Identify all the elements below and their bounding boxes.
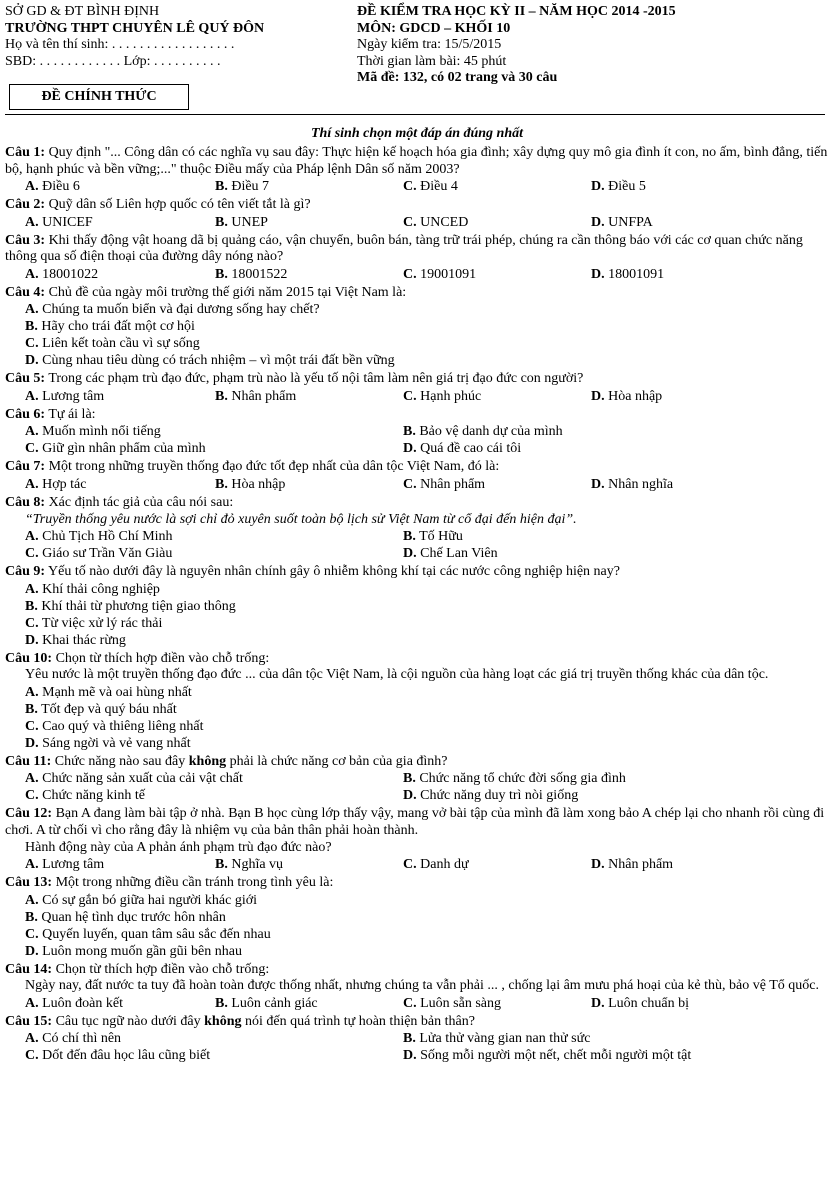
answer-option-c[interactable] <box>5 615 829 632</box>
option-text: Luôn đoàn kết <box>42 995 123 1011</box>
question-8 <box>5 495 829 563</box>
options-row <box>5 266 829 283</box>
answer-option-b[interactable] <box>215 178 403 195</box>
option-letter: C. <box>25 1048 39 1063</box>
question-number: Câu 2: <box>5 197 46 212</box>
question-number: Câu 14: <box>5 961 53 977</box>
question-6 <box>5 407 829 458</box>
answer-option-b[interactable] <box>403 423 801 440</box>
option-text: Chế Lan Viên <box>420 546 498 561</box>
option-text: UNFPA <box>608 214 653 230</box>
question-stem: Chọn từ thích hợp điền vào chỗ trống: <box>55 961 270 977</box>
option-letter: A. <box>25 214 39 230</box>
question-text <box>5 806 829 839</box>
option-text: Bảo vệ danh dự của mình <box>419 424 563 439</box>
option-letter: A. <box>25 179 39 194</box>
answer-option-b[interactable] <box>5 318 829 335</box>
question-stem: Một trong những điều cần tránh trong tình yêu là: <box>55 875 334 890</box>
question-7 <box>5 459 829 493</box>
option-letter: C. <box>25 615 39 631</box>
option-letter: D. <box>25 632 39 648</box>
option-letter: D. <box>25 943 39 959</box>
option-text: Nhân phẩm <box>608 857 674 872</box>
option-letter: A. <box>25 302 39 317</box>
options-row <box>5 178 829 195</box>
option-letter: C. <box>25 546 39 561</box>
option-text: Luôn mong muốn gần gũi bên nhau <box>42 943 242 959</box>
option-letter: B. <box>215 179 228 194</box>
option-text: Luôn sẵn sàng <box>420 995 502 1011</box>
question-number: Câu 6: <box>5 406 46 422</box>
options-row <box>5 528 829 545</box>
options-row <box>5 856 829 873</box>
answer-option-a[interactable] <box>5 684 829 701</box>
answer-option-a[interactable] <box>5 214 215 231</box>
answer-option-c[interactable] <box>5 787 403 804</box>
question-2 <box>5 197 829 231</box>
option-text: Danh dự <box>420 857 469 872</box>
option-text: Điều 6 <box>42 179 80 194</box>
option-letter: D. <box>591 857 605 872</box>
option-text: Muốn mình nổi tiếng <box>42 424 161 439</box>
option-text: Nghĩa vụ <box>231 857 284 872</box>
question-13 <box>5 875 829 960</box>
option-text: Liên kết toàn cầu vì sự sống <box>42 336 200 351</box>
exam-info <box>357 4 676 87</box>
option-text: Dốt đến đâu học lâu cũng biết <box>42 1048 211 1063</box>
question-number: Câu 15: <box>5 1013 53 1029</box>
answer-option-d[interactable] <box>5 632 829 649</box>
question-text <box>5 285 829 302</box>
instruction: Thí sinh chọn một đáp án đúng nhất <box>310 126 524 141</box>
option-letter: A. <box>25 424 39 439</box>
options-row <box>5 1030 829 1047</box>
question-stem-end: phải là chức năng cơ bản của gia đình? <box>226 753 448 769</box>
question-stem: Chủ đề của ngày môi trường thế giới năm 2015 tại Việt Nam là: <box>48 284 407 300</box>
answer-option-a[interactable] <box>5 476 215 493</box>
answer-option-b[interactable] <box>215 856 403 873</box>
answer-option-c[interactable] <box>403 388 591 405</box>
options-row <box>5 787 829 804</box>
option-letter: C. <box>25 336 39 351</box>
answer-option-b[interactable] <box>403 1030 801 1047</box>
question-text <box>5 197 829 214</box>
question-number: Câu 12: <box>5 806 53 821</box>
question-number: Câu 13: <box>5 875 53 890</box>
option-letter: C. <box>403 995 417 1011</box>
department-name: SỞ GD & ĐT BÌNH ĐỊNH <box>5 4 160 19</box>
answer-option-a[interactable] <box>5 856 215 873</box>
question-text <box>5 495 829 512</box>
option-text: Luôn cảnh giác <box>231 995 318 1011</box>
option-text: Sống mỗi người một nết, chết mỗi người một tật <box>420 1048 692 1063</box>
answer-option-a[interactable] <box>5 528 403 545</box>
answer-option-b[interactable] <box>403 528 801 545</box>
option-letter: B. <box>403 771 416 786</box>
question-3 <box>5 233 829 283</box>
option-text: Điều 7 <box>231 179 270 194</box>
option-text: Nhân nghĩa <box>608 476 674 492</box>
answer-option-c[interactable] <box>403 214 591 231</box>
answer-option-c[interactable] <box>5 440 403 457</box>
answer-option-b[interactable] <box>5 701 829 718</box>
option-letter: A. <box>25 771 39 786</box>
question-stem: Khi thấy động vật hoang dã bị quảng cáo, vận chuyển, buôn bán, tàng trữ trái phép, chúng ra cần thông báo với các cơ quan chức năng thông qua số điện thoại của đường dây nóng nào? <box>5 232 803 264</box>
question-stem: Quỹ dân số Liên hợp quốc có tên viết tắt là gì? <box>48 197 311 212</box>
answer-option-a[interactable] <box>5 178 215 195</box>
question-14 <box>5 962 829 1012</box>
answer-option-a[interactable] <box>5 388 215 405</box>
question-number: Câu 4: <box>5 284 46 300</box>
answer-option-b[interactable] <box>215 214 403 231</box>
exam-code: Mã đề: 132, có 02 trang và 30 câu <box>357 70 558 85</box>
option-text: Chức năng tổ chức đời sống gia đình <box>419 771 626 786</box>
options-column <box>5 684 829 752</box>
answer-option-c[interactable] <box>5 718 829 735</box>
option-text: Có sự gắn bó giữa hai người khác giới <box>42 892 257 908</box>
question-emphasis: không <box>204 1013 242 1029</box>
option-letter: D. <box>591 388 605 404</box>
answer-option-a[interactable] <box>5 995 215 1012</box>
option-letter: D. <box>591 995 605 1011</box>
option-text: Chức năng sản xuất của cải vật chất <box>42 771 243 786</box>
option-text: Cùng nhau tiêu dùng có trách nhiệm – vì một trái đất bền vững <box>42 353 395 368</box>
option-text: Điều 5 <box>608 179 646 194</box>
question-stem: Chức năng nào sau đây <box>54 753 189 769</box>
answer-option-a[interactable] <box>5 581 829 598</box>
option-letter: C. <box>403 476 417 492</box>
question-stem: Một trong những truyền thống đạo đức tốt đẹp nhất của dân tộc Việt Nam, đó là: <box>48 459 500 474</box>
question-passage: Ngày nay, đất nước ta tuy đã hoàn toàn được thống nhất, nhưng chúng ta vẫn phải ... , chống lại âm mưu phá hoại của kẻ thù, bảo vệ Tổ quốc. <box>25 978 819 993</box>
option-letter: B. <box>215 476 228 492</box>
options-row <box>5 214 829 231</box>
question-1 <box>5 145 829 195</box>
answer-option-b[interactable] <box>215 995 403 1012</box>
answer-option-c[interactable] <box>403 995 591 1012</box>
option-letter: B. <box>25 598 38 614</box>
question-stem: Xác định tác giả của câu nói sau: <box>48 494 234 510</box>
option-letter: D. <box>25 735 39 751</box>
question-text <box>5 651 829 668</box>
exam-page <box>5 0 829 1064</box>
answer-option-a[interactable] <box>5 892 829 909</box>
answer-option-c[interactable] <box>403 178 591 195</box>
option-letter: A. <box>25 266 39 282</box>
question-12 <box>5 806 829 873</box>
option-letter: C. <box>403 179 417 194</box>
header-divider <box>5 114 825 115</box>
option-letter: C. <box>25 441 39 456</box>
question-stem: Yếu tố nào dưới đây là nguyên nhân chính gây ô nhiễm không khí tại các nước công nghiệp hiện nay? <box>48 564 620 579</box>
option-text: 18001091 <box>608 266 665 282</box>
options-row <box>5 545 829 562</box>
school-info <box>5 4 264 70</box>
question-text <box>5 459 829 476</box>
option-text: 18001522 <box>231 266 288 282</box>
option-text: Hòa nhập <box>608 388 663 404</box>
option-text: Có chí thì nên <box>42 1031 122 1046</box>
option-text: Chức năng kinh tế <box>42 788 145 803</box>
answer-option-d[interactable] <box>403 1047 801 1064</box>
option-letter: D. <box>591 476 605 492</box>
option-letter: D. <box>591 214 605 230</box>
option-letter: A. <box>25 892 39 908</box>
question-number: Câu 5: <box>5 371 46 386</box>
option-letter: A. <box>25 857 39 872</box>
option-letter: D. <box>403 788 417 803</box>
answer-option-d[interactable] <box>403 787 801 804</box>
question-15 <box>5 1014 829 1065</box>
option-text: Giáo sư Trần Văn Giàu <box>42 546 173 561</box>
answer-option-d[interactable] <box>5 352 829 369</box>
exam-subject: MÔN: GDCD – KHỐI 10 <box>357 20 511 36</box>
answer-option-d[interactable] <box>591 178 779 195</box>
answer-option-b[interactable] <box>403 770 801 787</box>
question-stem: Bạn A đang làm bài tập ở nhà. Bạn B học cùng lớp thấy vậy, mang vở bài tập của mình đã làm xong bảo A chép lại cho nhanh rồi cùng đi chơi. A từ chối vì cho rằng đây là nhiệm vụ của bản thân phải hoàn thành. <box>5 806 825 838</box>
question-text <box>5 754 829 771</box>
option-letter: B. <box>215 388 228 404</box>
option-text: Chức năng duy trì nòi giống <box>420 788 579 803</box>
question-subprompt: Hành động này của A phản ánh phạm trù đạo đức nào? <box>25 840 332 855</box>
option-letter: C. <box>25 788 39 803</box>
options-row <box>5 995 829 1012</box>
question-10 <box>5 651 829 752</box>
option-letter: B. <box>403 424 416 439</box>
options-column <box>5 581 829 649</box>
option-letter: C. <box>403 388 417 404</box>
option-text: Khí thải từ phương tiện giao thông <box>41 598 236 614</box>
option-text: Giữ gìn nhân phẩm của mình <box>42 441 206 456</box>
answer-option-d[interactable] <box>591 388 779 405</box>
option-text: Nhân phẩm <box>420 476 486 492</box>
answer-option-a[interactable] <box>5 1030 403 1047</box>
question-stem: Trong các phạm trù đạo đức, phạm trù nào là yếu tố nội tâm làm nên giá trị đạo đức con người? <box>48 371 584 386</box>
options-row <box>5 440 829 457</box>
answer-option-b[interactable] <box>215 388 403 405</box>
question-number: Câu 9: <box>5 564 46 579</box>
options-row <box>5 1047 829 1064</box>
question-stem-end: nói đến quá trình tự hoàn thiện bản thân? <box>241 1013 475 1029</box>
option-letter: C. <box>403 214 417 230</box>
answer-option-d[interactable] <box>403 440 801 457</box>
option-text: Lương tâm <box>42 857 105 872</box>
option-text: Chúng ta muốn biển và đại dương sống hay chết? <box>42 302 320 317</box>
answer-option-c[interactable] <box>5 1047 403 1064</box>
option-letter: C. <box>25 926 39 942</box>
option-text: Hợp tác <box>42 476 87 492</box>
answer-option-c[interactable] <box>403 856 591 873</box>
option-letter: A. <box>25 684 39 700</box>
official-stamp: ĐỀ CHÍNH THỨC <box>9 84 189 110</box>
answer-option-b[interactable] <box>215 266 403 283</box>
option-text: Từ việc xử lý rác thải <box>41 615 163 631</box>
option-letter: A. <box>25 388 39 404</box>
option-letter: B. <box>215 266 228 282</box>
option-text: Sáng ngời và vẻ vang nhất <box>42 735 191 751</box>
answer-option-a[interactable] <box>5 770 403 787</box>
question-4 <box>5 285 829 370</box>
option-letter: A. <box>25 581 39 597</box>
answer-option-a[interactable] <box>5 301 829 318</box>
answer-option-d[interactable] <box>591 476 779 493</box>
question-text <box>5 371 829 388</box>
option-letter: B. <box>403 1031 416 1046</box>
question-text <box>5 233 829 266</box>
question-number: Câu 3: <box>5 232 46 248</box>
question-text <box>5 962 829 979</box>
answer-option-a[interactable] <box>5 423 403 440</box>
answer-option-c[interactable] <box>5 335 829 352</box>
question-number: Câu 8: <box>5 494 46 510</box>
option-text: Lương tâm <box>42 388 105 404</box>
answer-option-d[interactable] <box>591 266 779 283</box>
question-stem: Chọn từ thích hợp điền vào chỗ trống: <box>55 650 270 666</box>
option-text: Hãy cho trái đất một cơ hội <box>41 319 195 334</box>
question-text <box>5 564 829 581</box>
question-text <box>5 875 829 892</box>
option-text: Hòa nhập <box>231 476 286 492</box>
question-text <box>5 407 829 424</box>
option-letter: C. <box>403 266 417 282</box>
option-letter: D. <box>403 441 417 456</box>
options-row <box>5 770 829 787</box>
question-11 <box>5 754 829 805</box>
question-emphasis: không <box>188 753 227 769</box>
question-stem: Quy định "... Công dân có các nghĩa vụ sau đây: Thực hiện kế hoạch hóa gia đình; xây dựng quy mô gia đình ít con, no ấm, bình đẳng, tiến bộ, hạnh phúc và bền vững;..." thuộc Điều mấy của Pháp lệnh Dân số năm 2003? <box>5 145 828 177</box>
option-text: Khai thác rừng <box>42 632 126 648</box>
options-column <box>5 301 829 369</box>
options-row <box>5 388 829 405</box>
question-passage: Yêu nước là một truyền thống đạo đức ... của dân tộc Việt Nam, là cội nguồn của hàng loạt các giá trị truyền thống khác của dân tộc. <box>25 667 769 682</box>
option-text: Luôn chuẩn bị <box>608 995 689 1011</box>
option-letter: A. <box>25 476 39 492</box>
question-stem: Tự ái là: <box>48 406 96 422</box>
options-row <box>5 423 829 440</box>
option-letter: A. <box>25 995 39 1011</box>
question-9 <box>5 564 829 649</box>
answer-option-c[interactable] <box>5 545 403 562</box>
exam-date: Ngày kiểm tra: 15/5/2015 <box>357 37 502 52</box>
option-letter: A. <box>25 1031 39 1046</box>
option-text: Chủ Tịch Hồ Chí Minh <box>42 529 173 544</box>
option-letter: A. <box>25 529 39 544</box>
question-number: Câu 1: <box>5 145 46 160</box>
option-letter: D. <box>591 179 605 194</box>
answer-option-d[interactable] <box>403 545 801 562</box>
option-text: UNEP <box>231 214 268 230</box>
answer-option-c[interactable] <box>403 266 591 283</box>
option-letter: C. <box>25 718 39 734</box>
answer-option-b[interactable] <box>215 476 403 493</box>
option-letter: B. <box>25 701 38 717</box>
exam-title: ĐỀ KIỂM TRA HỌC KỲ II – NĂM HỌC 2014 -2015 <box>357 4 676 19</box>
option-text: Cao quý và thiêng liêng nhất <box>42 718 204 734</box>
answer-option-d[interactable] <box>591 995 779 1012</box>
option-letter: B. <box>215 214 228 230</box>
option-text: 18001022 <box>42 266 99 282</box>
option-letter: B. <box>215 995 228 1011</box>
option-letter: B. <box>403 529 416 544</box>
answer-option-c[interactable] <box>5 926 829 943</box>
answer-option-a[interactable] <box>5 266 215 283</box>
option-text: Tốt đẹp và quý báu nhất <box>41 701 177 717</box>
student-name-line: Họ và tên thí sinh: . . . . . . . . . . . . . . . . . . <box>5 37 235 52</box>
question-text <box>5 145 829 178</box>
exam-duration: Thời gian làm bài: 45 phút <box>357 53 507 69</box>
question-list <box>5 145 829 1064</box>
question-stem: Câu tục ngữ nào dưới đây <box>55 1013 205 1029</box>
option-text: Tố Hữu <box>419 529 463 544</box>
question-number: Câu 10: <box>5 650 53 666</box>
question-text <box>5 1014 829 1031</box>
question-number: Câu 11: <box>5 753 52 769</box>
option-letter: D. <box>25 353 39 368</box>
answer-option-d[interactable] <box>591 856 779 873</box>
question-quote: “Truyền thống yêu nước là sợi chỉ đỏ xuyên suốt toàn bộ lịch sử Việt Nam từ cổ đại đến hiện đại”. <box>25 512 577 527</box>
option-text: Lửa thử vàng gian nan thử sức <box>419 1031 591 1046</box>
options-row <box>5 476 829 493</box>
question-number: Câu 7: <box>5 459 46 474</box>
option-letter: D. <box>591 266 605 282</box>
option-text: Quyến luyến, quan tâm sâu sắc đến nhau <box>42 926 271 942</box>
student-id-line: SBD: . . . . . . . . . . . . Lớp: . . . . . . . . . . <box>5 53 221 69</box>
option-letter: D. <box>403 546 417 561</box>
options-column <box>5 892 829 960</box>
answer-option-d[interactable] <box>591 214 779 231</box>
option-text: Nhân phẩm <box>231 388 297 404</box>
exam-header <box>5 0 829 115</box>
answer-option-d[interactable] <box>5 943 829 960</box>
answer-option-d[interactable] <box>5 735 829 752</box>
option-text: Hạnh phúc <box>420 388 482 404</box>
answer-option-b[interactable] <box>5 909 829 926</box>
option-letter: D. <box>403 1048 417 1063</box>
option-text: Quá đề cao cái tôi <box>420 441 522 456</box>
option-text: 19001091 <box>420 266 477 282</box>
option-text: Quan hệ tình dục trước hôn nhân <box>41 909 226 925</box>
answer-option-c[interactable] <box>403 476 591 493</box>
option-text: UNCED <box>420 214 469 230</box>
option-text: Mạnh mẽ và oai hùng nhất <box>42 684 192 700</box>
option-letter: B. <box>25 909 38 925</box>
option-letter: C. <box>403 857 417 872</box>
question-5 <box>5 371 829 405</box>
option-text: Điều 4 <box>420 179 458 194</box>
option-letter: B. <box>215 857 228 872</box>
option-letter: B. <box>25 319 38 334</box>
option-text: Khí thải công nghiệp <box>42 581 160 597</box>
answer-option-b[interactable] <box>5 598 829 615</box>
school-name: TRƯỜNG THPT CHUYÊN LÊ QUÝ ĐÔN <box>5 20 265 36</box>
option-text: UNICEF <box>42 214 93 230</box>
